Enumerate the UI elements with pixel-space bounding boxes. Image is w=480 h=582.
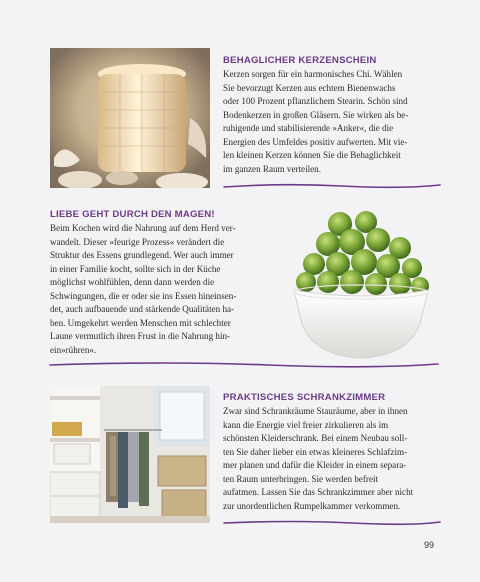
brussels-sprouts-photo — [288, 206, 434, 366]
text-line: ruhigende und stabilisierende »Anker«, die die — [223, 123, 394, 133]
section-divider — [222, 518, 442, 528]
text-line: im ganzen Raum verteilen. — [223, 163, 321, 174]
text-line: ben. Umgekehrt werden Menschen mit schlechter — [50, 317, 231, 328]
text-line: ten Sie daher lieber ein etwas kleineres Schlafzim- — [223, 446, 408, 457]
section-body-kitchen — [50, 222, 236, 357]
section-title-kitchen: LIEBE GEHT DURCH DEN MAGEN! — [50, 209, 215, 220]
text-line: schönsten Kleiderschrank. Bei einem Neubau soll- — [223, 433, 408, 443]
text-line: det, auch aufbauende und stärkende Qualitäten ha- — [50, 304, 235, 314]
page-number: 99 — [423, 540, 434, 550]
text-line: kann die Energie viel freier zirkulieren als im — [223, 419, 389, 430]
text-line: Energien des Umfeldes positiv aufwerten. Mit vie- — [223, 136, 408, 147]
text-line: Sie bevorzugt Kerzen aus echtem Bienenwachs — [223, 82, 396, 93]
text-line: Struktur des Essens grundlegend. Wer auch immer — [50, 250, 234, 260]
section-divider — [222, 181, 442, 191]
walk-in-closet-photo — [50, 386, 210, 523]
text-line: Bodenkerzen in großen Gläsern. Sie wirken als be- — [223, 109, 409, 120]
text-line: Laune vermutlich ihren Frust in die Nahrung hin- — [50, 331, 231, 341]
text-line: Schwingungen, die er oder sie ins Essen hineinsen- — [50, 290, 237, 301]
section-title-closet: PRAKTISCHES SCHRANKZIMMER — [223, 392, 386, 403]
text-line: wandelt. Dieser »feurige Prozess« verändert die — [50, 236, 225, 247]
text-line: möglichst wohlfühlen, denn dann werden die — [50, 277, 215, 287]
text-line: in einer Familie kocht, sollte sich in der Küche — [50, 263, 221, 274]
candle-photo — [50, 48, 210, 188]
text-line: oder 100 Prozent pflanzlichem Stearin. Schön sind — [223, 96, 408, 106]
section-body-closet — [223, 405, 413, 513]
text-line: aufatmen. Lassen Sie das Schrankzimmer aber nicht — [223, 487, 414, 497]
section-title-candles: BEHAGLICHER KERZENSCHEIN — [223, 55, 377, 66]
text-line: mer planen und dafür die Kleider in einem separa- — [223, 460, 407, 470]
text-line: Kerzen sorgen für ein harmonisches Chi. Wählen — [223, 69, 403, 79]
section-divider — [48, 360, 440, 370]
section-body-candles — [223, 68, 408, 176]
text-line: Zwar sind Schrankräume Stauräume, aber in ihnen — [223, 406, 408, 416]
text-line: Beim Kochen wird die Nahrung auf dem Herd ver- — [50, 223, 236, 233]
text-line: zur unordentlichen Rumpelkammer verkommen. — [223, 500, 401, 511]
text-line: len kleinen Kerzen können Sie die Behaglichkeit — [223, 150, 401, 160]
text-line: ein»rühren«. — [50, 344, 97, 355]
text-line: ten Raum unterbringen. Sie werden befreit — [223, 473, 379, 484]
